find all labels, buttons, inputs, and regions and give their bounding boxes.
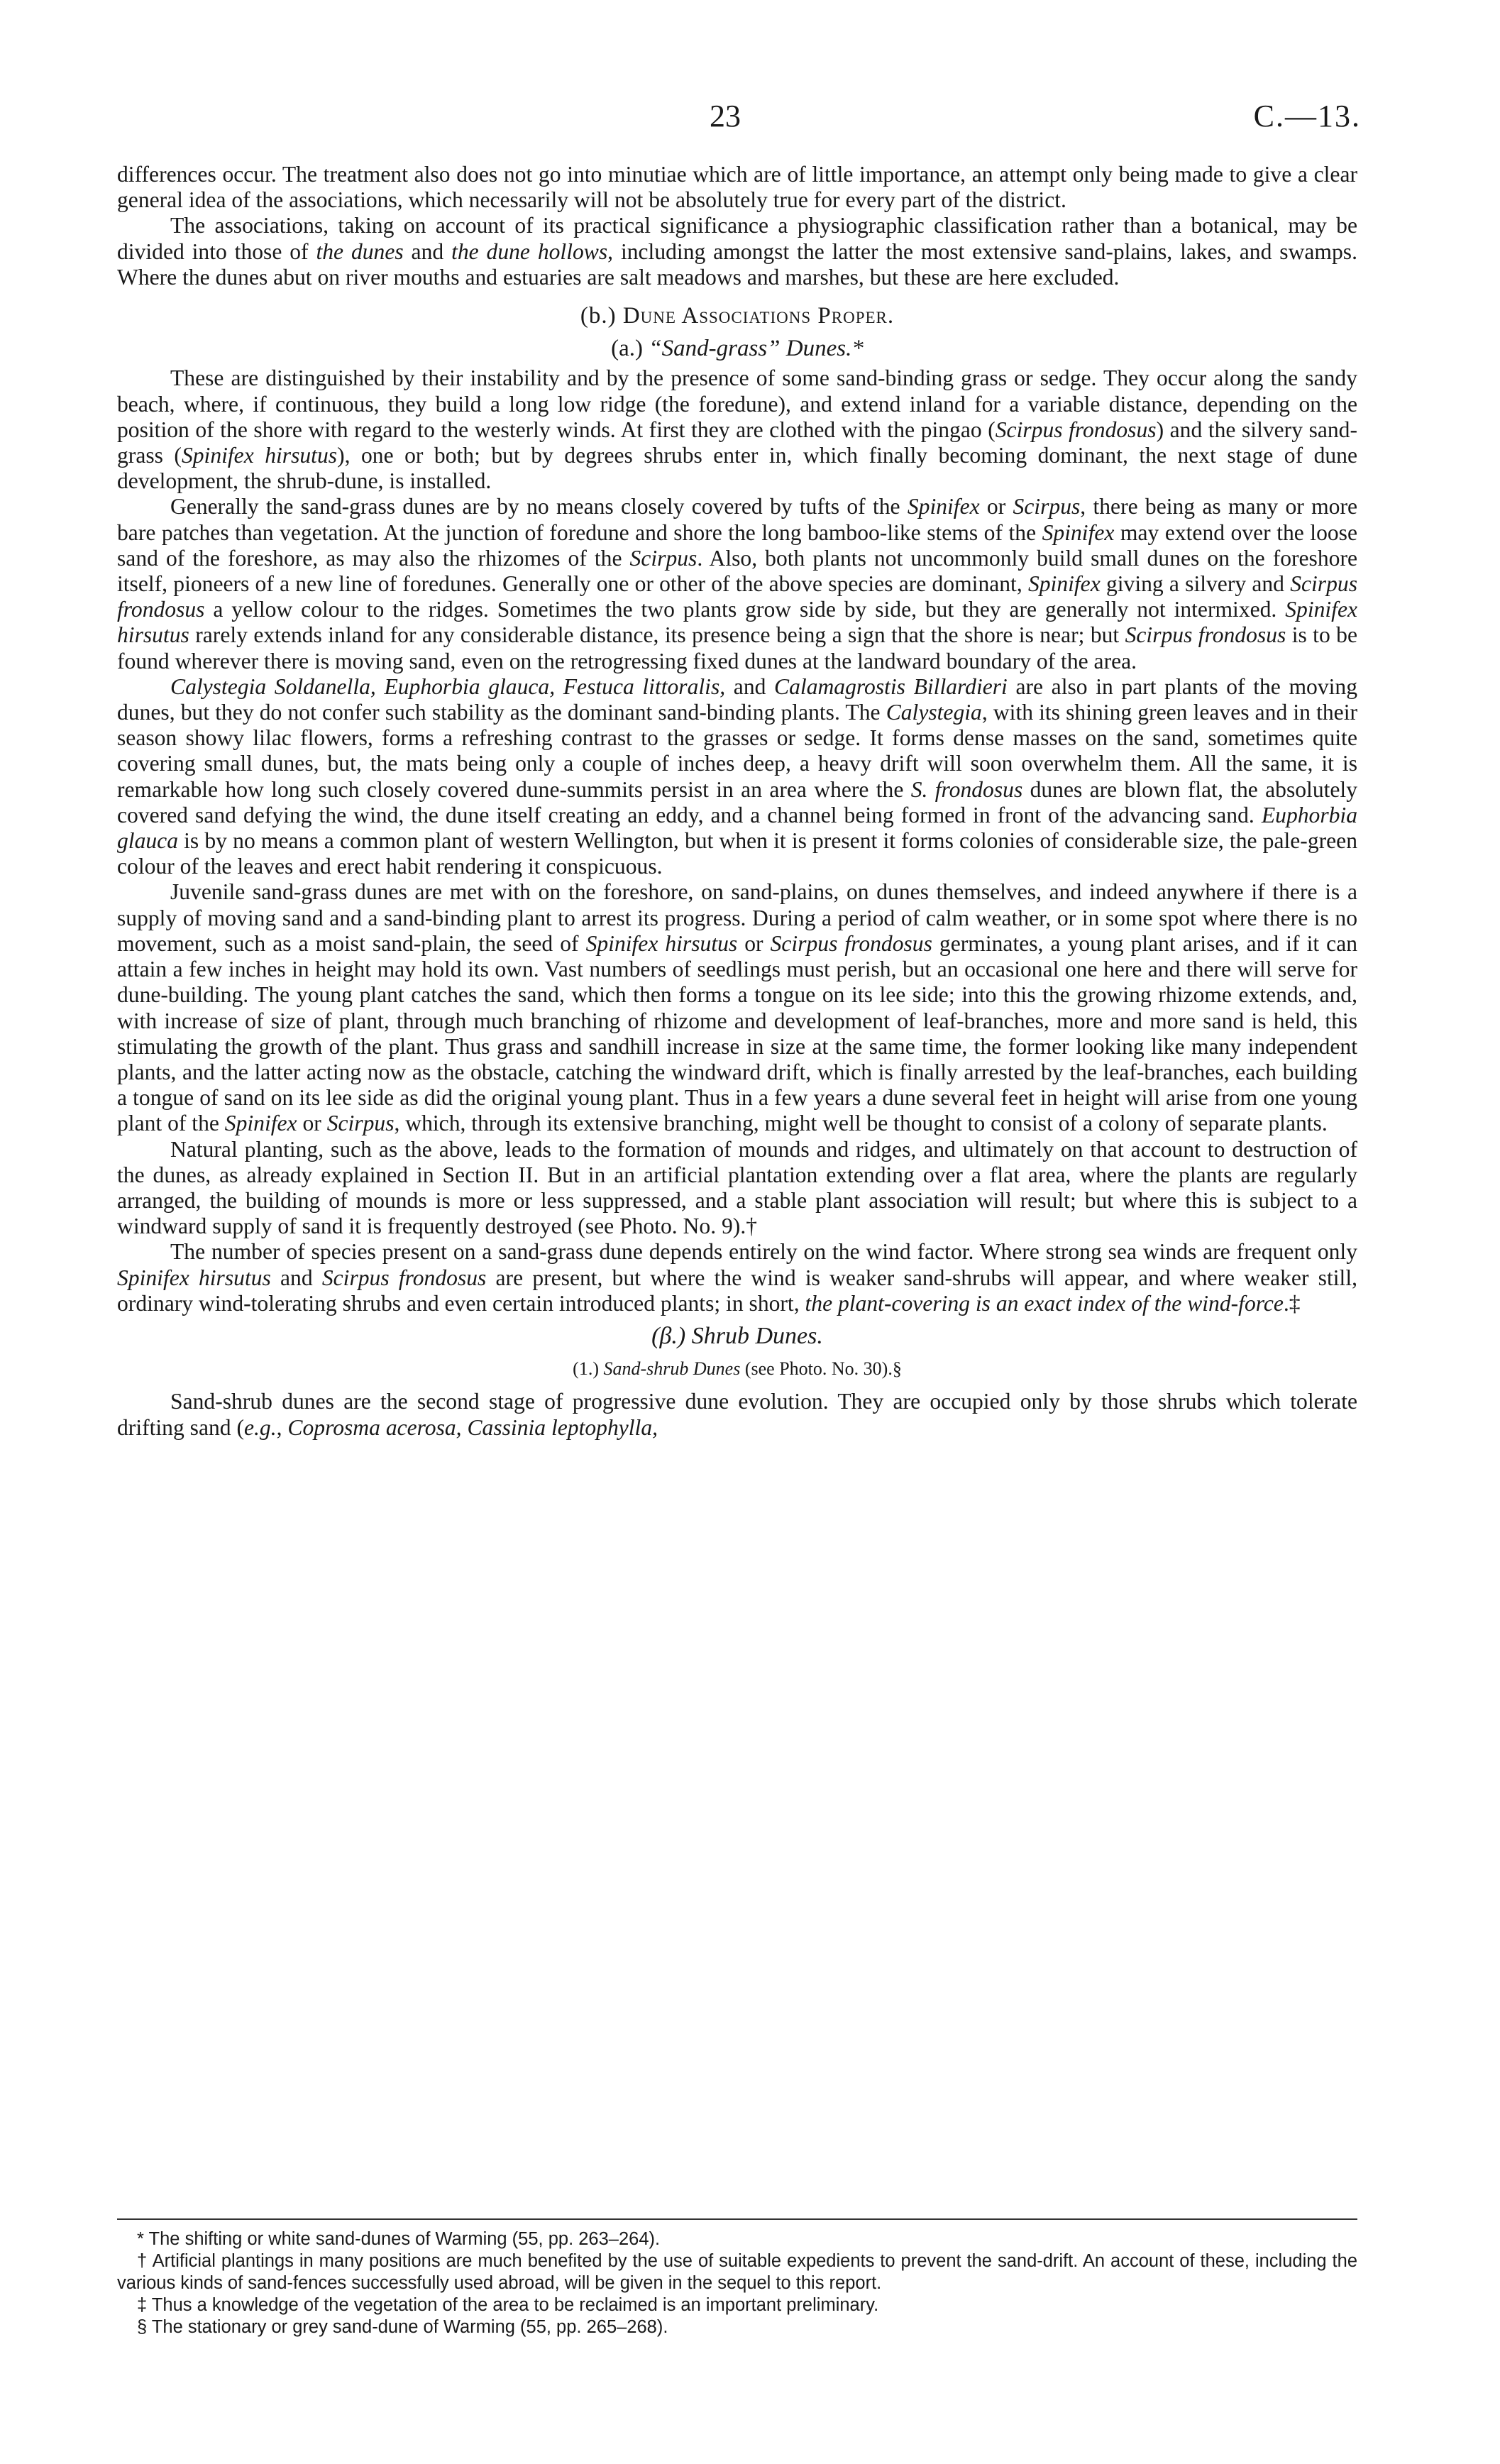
footnote-dagger: † Artificial plantings in many positions are much benefited by the use of suitable expedients to prevent the sand-drift. An account of these, including the various kinds of sand-fences successfully used abroad, will be given in the sequel to this report.	[117, 2251, 1357, 2293]
paragraph-sandgrass-3: Calystegia Soldanella, Euphorbia glauca, Festuca littoralis, and Calamagrostis Billardieri are also in part plants of the moving dunes, but they do not confer such stability as the dominant sand-binding plants. The Calystegia, with its shining green leaves and in their season showy lilac flowers, forms a refreshing contrast to the grasses or sedge. It forms dense masses on the sand, sometimes quite covering small dunes, but, the mats being only a couple of inches deep, a heavy drift will soon overwhelm them. All the same, it is remarkable how long such closely covered dune-summits persist in an area where the S. frondosus dunes are blown flat, the absolutely covered sand defying the wind, the dune itself creating an eddy, and a channel being formed in front of the advancing sand. Euphorbia glauca is by no means a common plant of western Wellington, but when it is present it forms colonies of considerable size, the pale-green colour of the leaves and erect habit rendering it conspicuous.	[117, 673, 1358, 879]
subheading-sand-shrub-dunes: (1.) Sand-shrub Dunes (see Photo. No. 30).§	[573, 1358, 902, 1380]
body-text	[117, 162, 1357, 1441]
heading-sand-grass-dunes: (a.) “Sand-grass” Dunes.*	[611, 336, 864, 362]
page-header	[0, 98, 1500, 141]
document-reference: C.—13.	[1253, 99, 1361, 133]
paragraph-associations: The associations, taking on account of its practical significance a physiographic classification rather than a botanical, may be divided into those of the dunes and the dune hollows, including amongst the latter the most extensive sand-plains, lakes, and swamps. Where the dunes abut on river mouths and estuaries are salt meadows and marshes, but these are here excluded.	[117, 213, 1357, 290]
paragraph-sandgrass-5: Natural planting, such as the above, leads to the formation of mounds and ridges, and ultimately on that account to destruction of the dunes, as already explained in Section II. But in an artificial plantation extending over a flat area, where the plants are regularly arranged, the building of mounds is more or less suppressed, and a stable plant association will result; but where this is subject to a windward supply of sand it is frequently destroyed (see Photo. No. 9).†	[117, 1136, 1357, 1239]
heading-shrub-dunes: (β.) Shrub Dunes.	[651, 1322, 823, 1349]
paragraph-sandgrass-4: Juvenile sand-grass dunes are met with on the foreshore, on sand-plains, on dunes themselves, and indeed anywhere if there is a supply of moving sand and a sand-binding plant to arrest its progress. During a period of calm weather, or in some spot where there is no movement, such as a moist sand-plain, the seed of Spinifex hirsutus or Scirpus frondosus germinates, a young plant arises, and if it can attain a few inches in height may hold its own. Vast numbers of seedlings must perish, but an occasional one here and there will serve for dune-building. The young plant catches the sand, which then forms a tongue on its lee side; into this the growing rhizome extends, and, with increase of size of plant, through much branching of rhizome and development of leaf-branches, more and more sand is held, this stimulating the growth of the plant. Thus grass and sandhill increase in size at the same time, the former looking like many independent plants, and the latter acting now as the obstacle, catching the windward drift, which is finally arrested by the leaf-branches, each building a tongue of sand on its lee side as did the original young plant. Thus in a few years a dune several feet in height will arise from one young plant of the Spinifex or Scirpus, which, through its extensive branching, might well be thought to consist of a colony of separate plants.	[117, 879, 1358, 1136]
paragraph-shrub-1: Sand-shrub dunes are the second stage of progressive dune evolution. They are occupied only by those shrubs which tolerate drifting sand (e.g., Coprosma acerosa, Cassinia leptophylla,	[117, 1389, 1357, 1440]
paragraph-sandgrass-2: Generally the sand-grass dunes are by no means closely covered by tufts of the Spinifex or Scirpus, there being as many or more bare patches than vegetation. At the junction of foredune and shore the long bamboo-like stems of the Spinifex may extend over the loose sand of the foreshore, as may also the rhizomes of the Scirpus. Also, both plants not uncommonly build small dunes on the foreshore itself, pioneers of a new line of foredunes. Generally one or other of the above species are dominant, Spinifex giving a silvery and Scirpus frondosus a yellow colour to the ridges. Sometimes the two plants grow side by side, but they are generally not intermixed. Spinifex hirsutus rarely extends inland for any considerable distance, its presence being a sign that the shore is near; but Scirpus frondosus is to be found wherever there is moving sand, even on the retrogressing fixed dunes at the landward boundary of the area.	[117, 494, 1357, 673]
footnote-double-dagger: ‡ Thus a knowledge of the vegetation of the area to be reclaimed is an important preliminary.	[137, 2295, 879, 2315]
footnote-asterisk: * The shifting or white sand-dunes of Warming (55, pp. 263–264).	[137, 2229, 661, 2249]
paragraph-intro-continuation: differences occur. The treatment also does not go into minutiae which are of little importance, an attempt only being made to give a clear general idea of the associations, which necessarily will not be absolutely true for every part of the district.	[117, 162, 1357, 213]
heading-dune-associations: (b.) Dune Associations Proper.	[580, 303, 895, 329]
paragraph-sandgrass-1: These are distinguished by their instability and by the presence of some sand-binding grass or sedge. They occur along the sandy beach, where, if continuous, they build a long low ridge (the foredune), and extend inland for a variable distance, depending on the position of the shore with regard to the westerly winds. At first they are clothed with the pingao (Scirpus frondosus) and the silvery sand-grass (Spinifex hirsutus), one or both; but by degrees shrubs enter in, which finally becoming dominant, the next stage of dune development, the shrub-dune, is installed.	[117, 365, 1357, 494]
footnotes	[117, 2228, 1357, 2338]
footnote-divider	[117, 2218, 1357, 2220]
paragraph-sandgrass-6: The number of species present on a sand-grass dune depends entirely on the wind factor. Where strong sea winds are frequent only Spinifex hirsutus and Scirpus frondosus are present, but where the wind is weaker sand-shrubs will appear, and where weaker still, ordinary wind-tolerating shrubs and even certain introduced plants; in short, the plant-covering is an exact index of the wind-force.‡	[117, 1239, 1357, 1316]
page-number: 23	[710, 99, 741, 133]
footnote-section: § The stationary or grey sand-dune of Warming (55, pp. 265–268).	[137, 2317, 668, 2337]
